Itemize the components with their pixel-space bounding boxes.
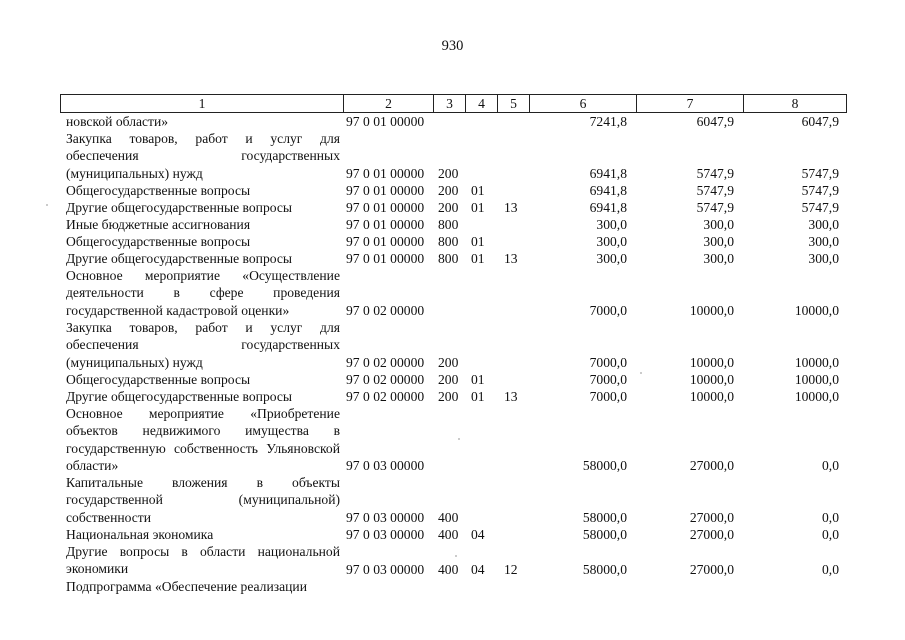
row-name: Другие общегосударственные вопросы xyxy=(66,251,293,266)
row-name: Другие общегосударственные вопросы xyxy=(66,389,293,404)
table-row xyxy=(0,267,905,319)
header-col-2: 2 xyxy=(344,95,434,113)
table-row xyxy=(0,543,905,578)
row-csr: 97 0 01 00000 xyxy=(346,199,425,215)
row-csr: 97 0 03 00000 xyxy=(346,457,425,473)
row-csr: 97 0 03 00000 xyxy=(346,509,425,525)
row-y1: 7000,0 xyxy=(589,354,627,370)
row-y2: 10000,0 xyxy=(689,302,734,318)
row-y3: 5747,9 xyxy=(801,182,839,198)
table-row xyxy=(0,113,905,130)
table-row xyxy=(0,371,905,388)
row-y3: 5747,9 xyxy=(801,199,839,215)
row-csr: 97 0 02 00000 xyxy=(346,302,425,318)
row-y3: 0,0 xyxy=(822,457,839,473)
row-y1: 58000,0 xyxy=(582,457,627,473)
row-rz: 01 xyxy=(471,199,485,215)
row-csr: 97 0 01 00000 xyxy=(346,182,425,198)
row-y1: 300,0 xyxy=(596,216,627,232)
row-y3: 10000,0 xyxy=(794,371,839,387)
row-y3: 300,0 xyxy=(808,233,839,249)
row-name: Национальная экономика xyxy=(66,527,214,542)
scan-speck xyxy=(46,204,48,206)
header-col-6: 6 xyxy=(530,95,637,113)
row-y2: 5747,9 xyxy=(696,165,734,181)
scan-speck xyxy=(455,555,457,557)
table-row xyxy=(0,216,905,233)
row-y1: 58000,0 xyxy=(582,526,627,542)
row-y3: 0,0 xyxy=(822,561,839,577)
row-y3: 10000,0 xyxy=(794,388,839,404)
row-vr: 200 xyxy=(438,165,459,181)
row-name: Закупка товаров, работ и услуг для обеспечения государственных (муниципальных) нужд xyxy=(66,320,340,370)
row-csr: 97 0 01 00000 xyxy=(346,113,425,129)
row-rz: 04 xyxy=(471,526,485,542)
row-csr: 97 0 03 00000 xyxy=(346,526,425,542)
row-y1: 7241,8 xyxy=(589,113,627,129)
row-y3: 300,0 xyxy=(808,250,839,266)
row-y2: 5747,9 xyxy=(696,199,734,215)
row-vr: 200 xyxy=(438,199,459,215)
row-csr: 97 0 01 00000 xyxy=(346,216,425,232)
header-col-3: 3 xyxy=(434,95,466,113)
row-y1: 6941,8 xyxy=(589,182,627,198)
row-csr: 97 0 03 00000 xyxy=(346,561,425,577)
row-rz: 04 xyxy=(471,561,485,577)
table-row xyxy=(0,388,905,405)
row-vr: 400 xyxy=(438,561,459,577)
row-y2: 27000,0 xyxy=(689,526,734,542)
row-vr: 200 xyxy=(438,371,459,387)
row-pr: 13 xyxy=(504,199,518,215)
header-col-1: 1 xyxy=(61,95,344,113)
row-vr: 800 xyxy=(438,216,459,232)
row-rz: 01 xyxy=(471,388,485,404)
row-rz: 01 xyxy=(471,233,485,249)
row-y2: 6047,9 xyxy=(696,113,734,129)
row-y1: 6941,8 xyxy=(589,199,627,215)
row-vr: 800 xyxy=(438,233,459,249)
row-y2: 300,0 xyxy=(703,216,734,232)
row-y1: 58000,0 xyxy=(582,509,627,525)
row-y1: 300,0 xyxy=(596,250,627,266)
row-csr: 97 0 02 00000 xyxy=(346,354,425,370)
table-row xyxy=(0,233,905,250)
header-col-5: 5 xyxy=(498,95,530,113)
row-name: Подпрограмма «Обеспечение реализации xyxy=(66,579,307,594)
row-y2: 5747,9 xyxy=(696,182,734,198)
row-rz: 01 xyxy=(471,182,485,198)
scan-speck xyxy=(640,372,642,374)
table-row xyxy=(0,182,905,199)
row-rz: 01 xyxy=(471,371,485,387)
budget-table-body xyxy=(0,113,905,595)
row-name: Общегосударственные вопросы xyxy=(66,372,251,387)
row-vr: 400 xyxy=(438,509,459,525)
row-y2: 300,0 xyxy=(703,233,734,249)
row-y2: 10000,0 xyxy=(689,354,734,370)
row-vr: 400 xyxy=(438,526,459,542)
row-vr: 200 xyxy=(438,182,459,198)
row-y2: 27000,0 xyxy=(689,561,734,577)
table-row xyxy=(0,199,905,216)
header-col-8: 8 xyxy=(744,95,847,113)
table-row xyxy=(0,250,905,267)
row-pr: 13 xyxy=(504,250,518,266)
row-vr: 200 xyxy=(438,388,459,404)
row-name: Общегосударственные вопросы xyxy=(66,183,251,198)
row-y3: 5747,9 xyxy=(801,165,839,181)
row-y3: 0,0 xyxy=(822,526,839,542)
row-y3: 300,0 xyxy=(808,216,839,232)
row-pr: 12 xyxy=(504,561,518,577)
row-csr: 97 0 01 00000 xyxy=(346,233,425,249)
row-csr: 97 0 01 00000 xyxy=(346,165,425,181)
row-vr: 200 xyxy=(438,354,459,370)
row-y1: 7000,0 xyxy=(589,371,627,387)
table-row xyxy=(0,474,905,526)
table-row xyxy=(0,319,905,371)
table-row xyxy=(0,405,905,474)
row-y3: 6047,9 xyxy=(801,113,839,129)
row-y2: 300,0 xyxy=(703,250,734,266)
row-y1: 58000,0 xyxy=(582,561,627,577)
row-y2: 10000,0 xyxy=(689,371,734,387)
row-y2: 27000,0 xyxy=(689,509,734,525)
row-y2: 27000,0 xyxy=(689,457,734,473)
row-csr: 97 0 02 00000 xyxy=(346,371,425,387)
row-csr: 97 0 01 00000 xyxy=(346,250,425,266)
row-y1: 300,0 xyxy=(596,233,627,249)
row-name: Иные бюджетные ассигнования xyxy=(66,217,251,232)
row-y3: 0,0 xyxy=(822,509,839,525)
row-name: Другие общегосударственные вопросы xyxy=(66,200,293,215)
header-col-7: 7 xyxy=(637,95,744,113)
page-number: 930 xyxy=(441,38,464,54)
table-row xyxy=(0,526,905,543)
row-rz: 01 xyxy=(471,250,485,266)
row-pr: 13 xyxy=(504,388,518,404)
row-y3: 10000,0 xyxy=(794,302,839,318)
table-row xyxy=(0,578,905,595)
scan-speck xyxy=(458,438,460,440)
row-y3: 10000,0 xyxy=(794,354,839,370)
row-name: Капитальные вложения в объекты государственной (муниципальной) собственности xyxy=(66,475,340,525)
table-row xyxy=(0,130,905,182)
row-name: Другие вопросы в области национальной экономики xyxy=(66,544,340,577)
row-name: Основное мероприятие «Осуществление деятельности в сфере проведения государственной кадастровой оценки» xyxy=(66,268,340,318)
row-name: Закупка товаров, работ и услуг для обеспечения государственных (муниципальных) нужд xyxy=(66,131,340,181)
row-vr: 800 xyxy=(438,250,459,266)
row-y1: 6941,8 xyxy=(589,165,627,181)
header-col-4: 4 xyxy=(466,95,498,113)
row-y1: 7000,0 xyxy=(589,388,627,404)
row-name: Основное мероприятие «Приобретение объектов недвижимого имущества в государственную собственность Ульяновской области» xyxy=(66,406,340,473)
row-y2: 10000,0 xyxy=(689,388,734,404)
row-csr: 97 0 02 00000 xyxy=(346,388,425,404)
row-y1: 7000,0 xyxy=(589,302,627,318)
column-number-header xyxy=(60,94,847,113)
row-name: Общегосударственные вопросы xyxy=(66,234,251,249)
row-name: новской области» xyxy=(66,114,169,129)
